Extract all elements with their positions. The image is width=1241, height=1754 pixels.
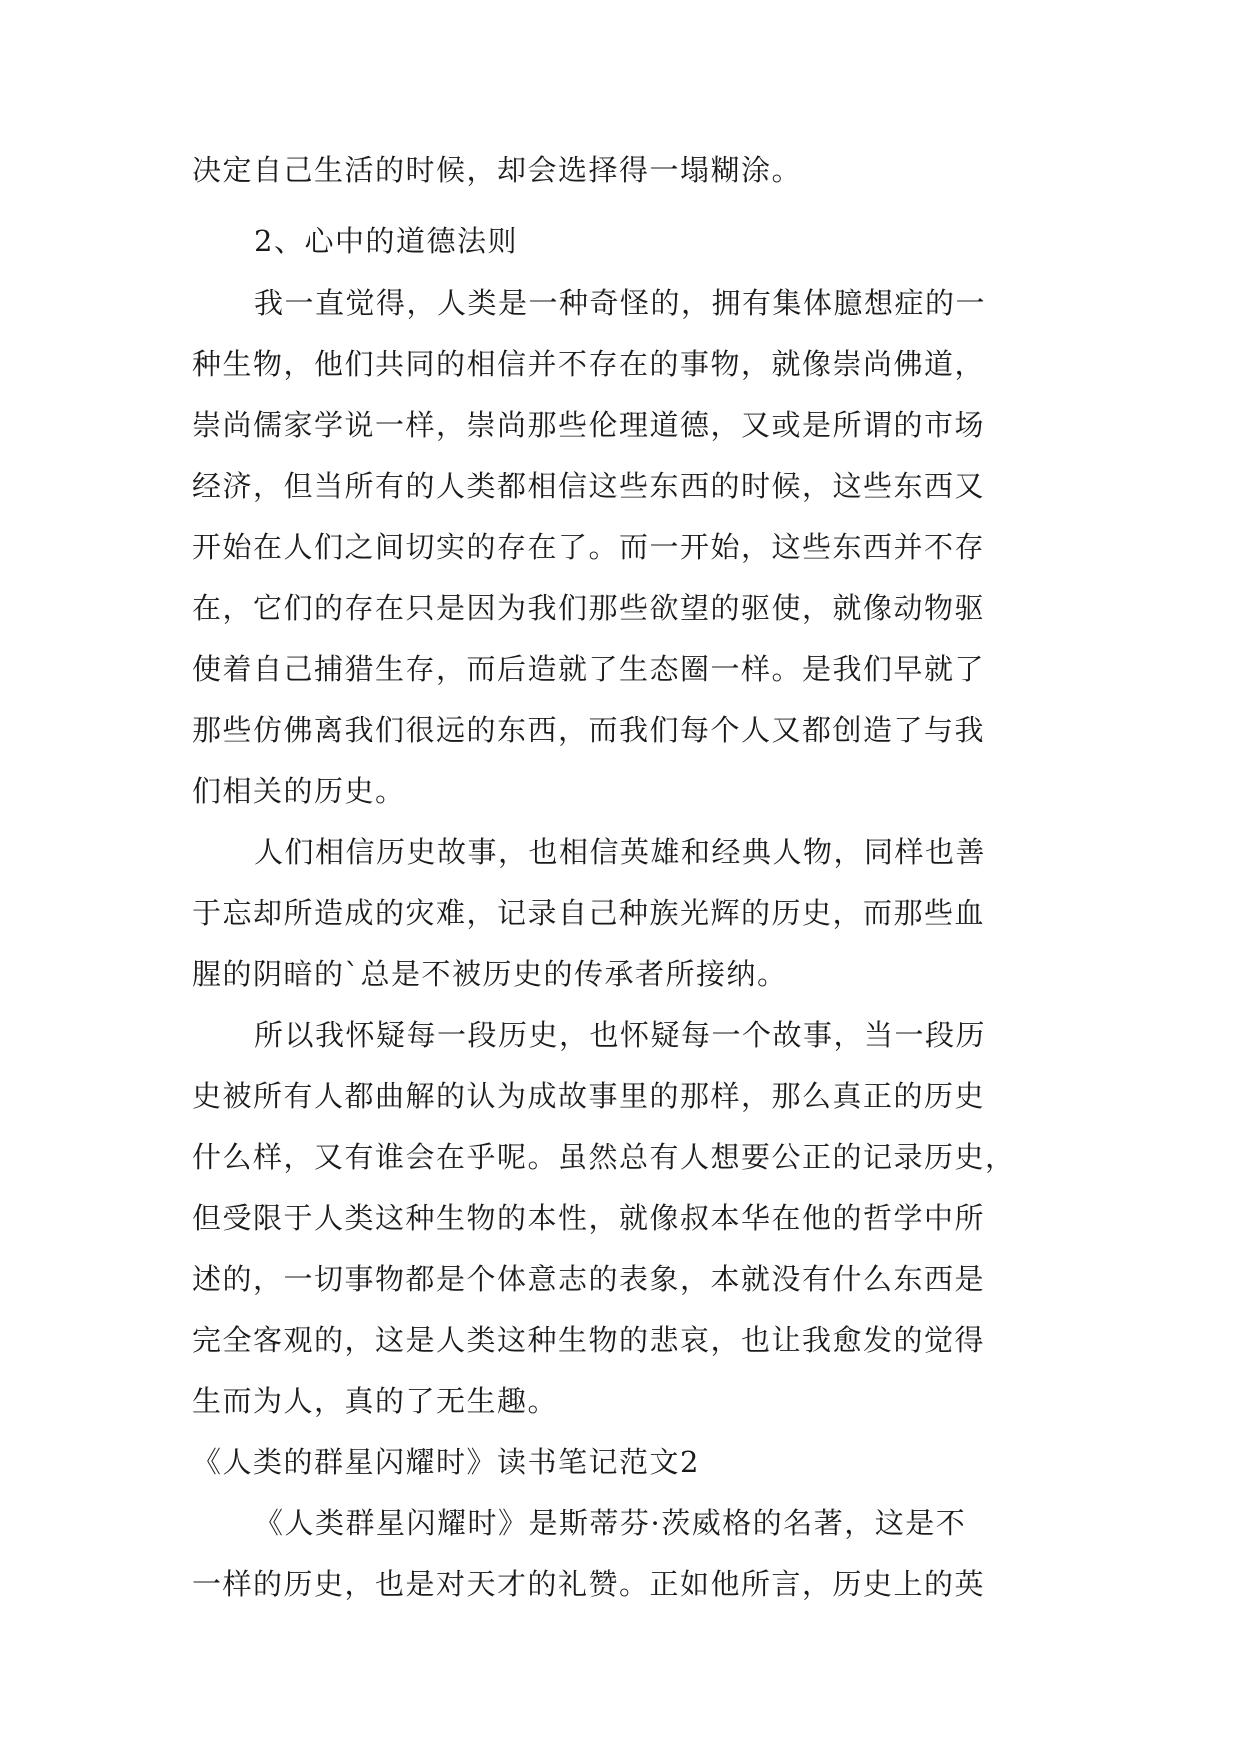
section-heading: 2、心中的道德法则 xyxy=(254,224,518,258)
text-line: 开始在人们之间切实的存在了。而一开始，这些东西并不存 xyxy=(192,530,986,564)
text-line: 经济，但当所有的人类都相信这些东西的时候，这些东西又 xyxy=(192,469,986,503)
text-line: 决定自己生活的时候，却会选择得一塌糊涂。 xyxy=(192,153,803,187)
text-line: 那些仿佛离我们很远的东西，而我们每个人又都创造了与我 xyxy=(192,713,986,747)
text-line: 完全客观的，这是人类这种生物的悲哀，也让我愈发的觉得 xyxy=(192,1323,986,1357)
text-line: 一样的历史，也是对天才的礼赞。正如他所言，历史上的英 xyxy=(192,1567,986,1601)
text-line: 我一直觉得，人类是一种奇怪的，拥有集体臆想症的一 xyxy=(254,286,987,320)
text-line: 崇尚儒家学说一样，崇尚那些伦理道德，又或是所谓的市场 xyxy=(192,408,986,442)
text-line: 种生物，他们共同的相信并不存在的事物，就像崇尚佛道， xyxy=(192,347,986,381)
text-line: 们相关的历史。 xyxy=(192,774,406,808)
text-line: 腥的阴暗的`总是不被历史的传承者所接纳。 xyxy=(192,957,788,991)
text-line: 什么样，又有谁会在乎呢。虽然总有人想要公正的记录历史， xyxy=(192,1140,1016,1174)
article-title: 《人类的群星闪耀时》读书笔记范文2 xyxy=(192,1445,700,1479)
text-line: 人们相信历史故事，也相信英雄和经典人物，同样也善 xyxy=(254,835,987,869)
text-line: 使着自己捕猎生存，而后造就了生态圈一样。是我们早就了 xyxy=(192,652,986,686)
text-line: 《人类群星闪耀时》是斯蒂芬·茨威格的名著，这是不 xyxy=(254,1506,967,1540)
text-line: 史被所有人都曲解的认为成故事里的那样，那么真正的历史 xyxy=(192,1079,986,1113)
text-line: 所以我怀疑每一段历史，也怀疑每一个故事，当一段历 xyxy=(254,1018,987,1052)
text-line: 生而为人，真的了无生趣。 xyxy=(192,1384,559,1418)
text-line: 但受限于人类这种生物的本性，就像叔本华在他的哲学中所 xyxy=(192,1201,986,1235)
text-line: 在，它们的存在只是因为我们那些欲望的驱使，就像动物驱 xyxy=(192,591,986,625)
text-line: 述的，一切事物都是个体意志的表象，本就没有什么东西是 xyxy=(192,1262,986,1296)
text-line: 于忘却所造成的灾难，记录自己种族光辉的历史，而那些血 xyxy=(192,896,986,930)
